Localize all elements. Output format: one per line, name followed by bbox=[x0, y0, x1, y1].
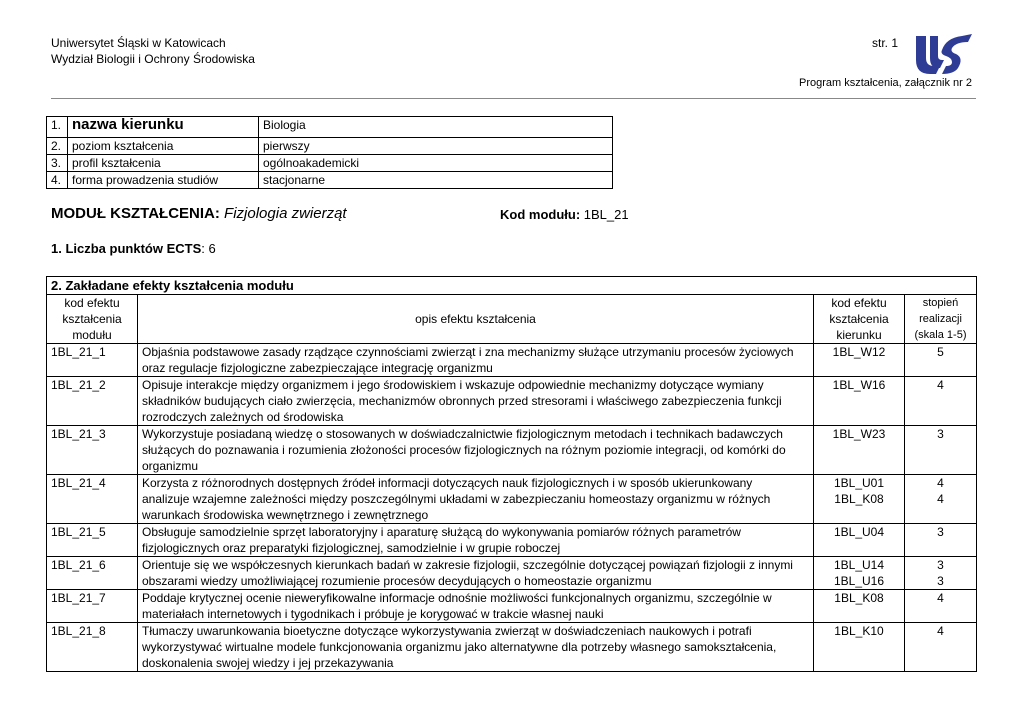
direction-code-line: 1BL_U14 bbox=[833, 558, 885, 572]
realization-degree-line: 5 bbox=[937, 345, 944, 359]
field-name-label: nazwa kierunku bbox=[72, 116, 184, 133]
level-value: pierwszy bbox=[259, 138, 613, 155]
outcome-description-line: służących do poznawania i rozumienia złożoności procesów fizjologicznych na różnym poziomie integracji, od komórki do bbox=[142, 443, 786, 457]
outcome-description-line: Korzysta z różnorodnych dostępnych źródeł informacji dotyczących nauk fizjologicznych i w sposób ukierunkowany bbox=[142, 476, 753, 490]
page-number: str. 1 bbox=[871, 36, 898, 50]
outcome-description-line: Wykorzystuje posiadaną wiedzę o stosowanych w doświadczalnictwie fizjologicznym metodach i technikach badawczych bbox=[142, 427, 783, 441]
realization-degree-line: 4 bbox=[937, 378, 944, 392]
header-direction-code-line: kształcenia bbox=[829, 312, 889, 326]
direction-code-line: 1BL_W12 bbox=[832, 345, 886, 359]
outcome-description-line: Tłumaczy uwarunkowania bioetyczne dotyczące wykorzystywania zwierząt w doświadczeniach naukowych i potrafi bbox=[142, 624, 752, 638]
direction-code-line: 1BL_W23 bbox=[832, 427, 886, 441]
realization-degree-line: 4 bbox=[937, 492, 944, 506]
realization-degree-line: 3 bbox=[937, 574, 944, 588]
row-number: 3. bbox=[47, 155, 68, 172]
outcome-description bbox=[138, 557, 814, 590]
outcome-description-line: obszarami wiedzy umożliwiającej rozumienie procesów decydujących o homeostazie organizmu bbox=[142, 574, 652, 588]
outcome-code: 1BL_21_7 bbox=[47, 590, 138, 623]
table-row bbox=[47, 524, 977, 557]
study-form-label: forma prowadzenia studiów bbox=[68, 172, 259, 189]
program-info-table bbox=[46, 116, 613, 189]
realization-degree bbox=[905, 344, 977, 377]
table-row bbox=[47, 344, 977, 377]
realization-degree-line: 4 bbox=[937, 591, 944, 605]
direction-code bbox=[814, 475, 905, 524]
table-row bbox=[47, 138, 613, 155]
ects-points bbox=[51, 241, 216, 256]
direction-code bbox=[814, 426, 905, 475]
header-degree-line: stopień bbox=[922, 297, 959, 309]
table-row bbox=[47, 590, 977, 623]
realization-degree bbox=[905, 475, 977, 524]
outcome-code: 1BL_21_5 bbox=[47, 524, 138, 557]
outcome-code: 1BL_21_8 bbox=[47, 623, 138, 672]
profile-label: profil kształcenia bbox=[68, 155, 259, 172]
table-row bbox=[47, 623, 977, 672]
realization-degree-line: 3 bbox=[937, 427, 944, 441]
outcome-description-line: Obsługuje samodzielnie sprzęt laboratoryjny i aparaturę służącą do wykonywania pomiarów różnych parametrów bbox=[142, 525, 741, 539]
study-form-value: stacjonarne bbox=[259, 172, 613, 189]
table-row bbox=[47, 557, 977, 590]
us-logo-icon bbox=[912, 30, 974, 76]
table-row bbox=[47, 117, 613, 138]
learning-outcomes-table bbox=[46, 276, 977, 672]
program-annex: Program kształcenia, załącznik nr 2 bbox=[798, 77, 972, 89]
realization-degree bbox=[905, 590, 977, 623]
header-direction-code-line: kierunku bbox=[836, 328, 882, 342]
outcome-description-line: Opisuje interakcje między organizmem i jego środowiskiem i wskazuje odpowiednie mechanizmy dotyczące wymiany bbox=[142, 378, 764, 392]
realization-degree-line: 4 bbox=[937, 476, 944, 490]
row-number: 4. bbox=[47, 172, 68, 189]
outcome-description-line: składników budujących ciało zwierzęcia, mechanizmów obronnych przed stresorami i właściwego zabezpieczenia funkcji bbox=[142, 394, 782, 408]
module-name: Fizjologia zwierząt bbox=[224, 205, 347, 222]
direction-code-line: 1BL_K10 bbox=[834, 624, 884, 638]
module-code-value: 1BL_21 bbox=[583, 207, 629, 222]
direction-code bbox=[814, 590, 905, 623]
outcome-description bbox=[138, 623, 814, 672]
outcome-description bbox=[138, 377, 814, 426]
direction-code-line: 1BL_K08 bbox=[834, 492, 884, 506]
ects-label: 1. Liczba punktów ECTS bbox=[51, 241, 202, 256]
direction-code-line: 1BL_W16 bbox=[832, 378, 886, 392]
table-row bbox=[47, 475, 977, 524]
realization-degree bbox=[905, 524, 977, 557]
direction-code bbox=[814, 377, 905, 426]
outcome-description-line: Poddaje krytycznej ocenie nieweryfikowalne informacje odnośnie możliwości funkcjonalnych organizmu, szczególnie w bbox=[142, 591, 772, 605]
direction-code-line: 1BL_K08 bbox=[834, 591, 884, 605]
table-row bbox=[47, 426, 977, 475]
ects-value: : 6 bbox=[201, 241, 216, 256]
row-number: 1. bbox=[47, 117, 68, 138]
direction-code bbox=[814, 344, 905, 377]
realization-degree-line: 4 bbox=[937, 624, 944, 638]
realization-degree bbox=[905, 426, 977, 475]
realization-degree bbox=[905, 623, 977, 672]
outcome-code: 1BL_21_4 bbox=[47, 475, 138, 524]
outcome-description-line: analizuje wzajemne zależności między poszczególnymi układami w zabezpieczaniu homeostazy organizmu w różnych bbox=[142, 492, 771, 506]
outcome-description-line: wykorzystywać wirtualne modele funkcjonowania organizmu jako alternatywne dla potrzeby własnego samokształcenia, bbox=[142, 640, 777, 654]
outcome-code: 1BL_21_6 bbox=[47, 557, 138, 590]
outcome-description bbox=[138, 426, 814, 475]
field-name-value: Biologia bbox=[259, 117, 613, 138]
header-rule bbox=[51, 98, 976, 99]
header-module-code-line: kod efektu bbox=[64, 296, 120, 310]
direction-code-line: 1BL_U16 bbox=[833, 574, 885, 588]
table-row bbox=[47, 277, 977, 295]
outcome-description bbox=[138, 524, 814, 557]
university-name: Uniwersytet Śląski w Katowicach bbox=[51, 36, 226, 50]
outcome-description-line: Objaśnia podstawowe zasady rządzące czynnościami zwierząt i zna mechanizmy służące utrzymaniu procesów życiowych bbox=[142, 345, 794, 359]
outcome-description-line: doskonalenia swojej wiedzy i jej przekazywania bbox=[142, 656, 394, 670]
module-code-label: Kod modułu: bbox=[500, 207, 581, 222]
outcome-code: 1BL_21_2 bbox=[47, 377, 138, 426]
header-module-code bbox=[47, 295, 138, 344]
direction-code-line: 1BL_U04 bbox=[833, 525, 885, 539]
outcome-code: 1BL_21_3 bbox=[47, 426, 138, 475]
outcome-code: 1BL_21_1 bbox=[47, 344, 138, 377]
outcome-description-line: rozrodczych zależnych od środowiska bbox=[142, 410, 344, 424]
outcome-description bbox=[138, 475, 814, 524]
outcome-description-line: materiałach internetowych i tygodnikach i próbuje je korygować w trakcie własnej nauki bbox=[142, 607, 604, 621]
direction-code bbox=[814, 557, 905, 590]
section-title: 2. Zakładane efekty kształcenia modułu bbox=[47, 277, 977, 295]
header-module-code-line: kształcenia bbox=[62, 312, 122, 326]
table-row bbox=[47, 172, 613, 189]
realization-degree bbox=[905, 557, 977, 590]
outcome-description-line: fizjologicznych oraz preparatyki fizjologicznej, samodzielnie i w grupie roboczej bbox=[142, 541, 561, 555]
header-module-code-line: modułu bbox=[72, 328, 112, 342]
header-description: opis efektu kształcenia bbox=[138, 295, 814, 344]
faculty-name: Wydział Biologii i Ochrony Środowiska bbox=[51, 52, 255, 66]
realization-degree-line: 3 bbox=[937, 525, 944, 539]
direction-code bbox=[814, 524, 905, 557]
outcome-description bbox=[138, 344, 814, 377]
direction-code-line: 1BL_U01 bbox=[833, 476, 885, 490]
level-label: poziom kształcenia bbox=[68, 138, 259, 155]
profile-value: ogólnoakademicki bbox=[259, 155, 613, 172]
header-degree-line: (skala 1-5) bbox=[914, 329, 967, 341]
header-degree-line: realizacji bbox=[919, 313, 962, 325]
module-title bbox=[51, 205, 347, 222]
header-direction-code bbox=[814, 295, 905, 344]
header-degree bbox=[905, 295, 977, 344]
outcome-description-line: Orientuje się we współczesnych kierunkach badań w zakresie fizjologii, szczególnie dotyczącej powiązań fizjologii z innymi bbox=[142, 558, 793, 572]
table-row bbox=[47, 155, 613, 172]
table-header-row bbox=[47, 295, 977, 344]
header-direction-code-line: kod efektu bbox=[831, 296, 887, 310]
module-code bbox=[500, 207, 629, 222]
table-row bbox=[47, 377, 977, 426]
realization-degree-line: 3 bbox=[937, 558, 944, 572]
direction-code bbox=[814, 623, 905, 672]
realization-degree bbox=[905, 377, 977, 426]
outcome-description-line: oraz regulacje fizjologiczne zabezpieczające integrację organizmu bbox=[142, 361, 493, 375]
outcome-description-line: warunkach środowiska wewnętrznego i zewnętrznego bbox=[142, 508, 429, 522]
module-label: MODUŁ KSZTAŁCENIA: bbox=[51, 205, 220, 222]
outcome-description-line: organizmu bbox=[142, 459, 199, 473]
row-number: 2. bbox=[47, 138, 68, 155]
outcome-description bbox=[138, 590, 814, 623]
